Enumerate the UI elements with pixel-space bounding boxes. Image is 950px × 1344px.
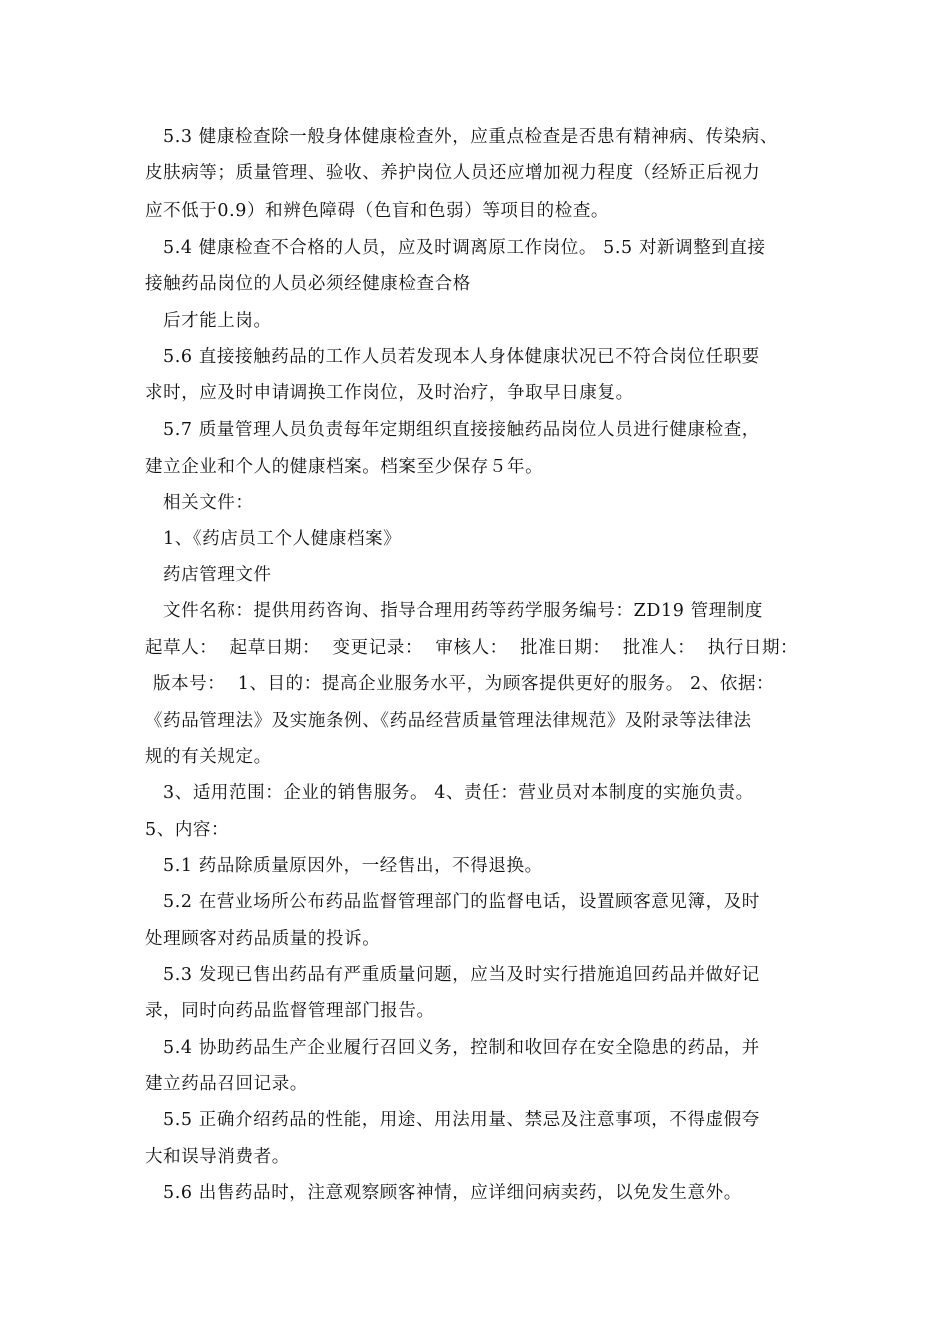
text-line: 应不低于0.9）和辨色障碍（色盲和色弱）等项目的检查。 xyxy=(145,201,610,221)
text-line: 5.4 健康检查不合格的人员，应及时调离原工作岗位。 5.5 对新调整到直接 xyxy=(163,238,766,258)
text-line: 1、《药店员工个人健康档案》 xyxy=(163,529,402,549)
text-line: 求时，应及时申请调换工作岗位，及时治疗，争取早日康复。 xyxy=(145,383,634,403)
text-line: 5.2 在营业场所公布药品监督管理部门的监督电话，设置顾客意见簿，及时 xyxy=(163,892,760,912)
text-line: 药店管理文件 xyxy=(163,565,272,585)
text-line: 起草人： 起草日期： 变更记录： 审核人： 批准日期： 批准人： 执行日期： xyxy=(145,638,799,658)
text-line: 《药品管理法》及实施条例、《药品经营质量管理法律规范》及附录等法律法 xyxy=(145,711,752,731)
text-line: 规的有关规定。 xyxy=(145,747,272,767)
text-line: 文件名称：提供用药咨询、指导合理用药等药学服务编号：ZD19 管理制度 xyxy=(163,601,764,621)
text-line: 5.7 质量管理人员负责每年定期组织直接接触药品岗位人员进行健康检查， xyxy=(163,420,760,440)
text-line: 5.1 药品除质量原因外，一经售出，不得退换。 xyxy=(163,856,543,876)
text-line: 建立企业和个人的健康档案。档案至少保存５年。 xyxy=(145,457,544,477)
text-line: 皮肤病等；质量管理、验收、养护岗位人员还应增加视力程度（经矫正后视力 xyxy=(145,163,761,183)
text-line: 版本号： 1、目的：提高企业服务水平，为顾客提供更好的服务。 2、依据： xyxy=(153,674,775,694)
text-line: 建立药品召回记录。 xyxy=(145,1074,308,1094)
text-line: 接触药品岗位的人员必须经健康检查合格 xyxy=(145,274,471,294)
text-line: 5.5 正确介绍药品的性能，用途、用法用量、禁忌及注意事项，不得虚假夸 xyxy=(163,1110,760,1130)
text-line: 5、内容： xyxy=(145,820,230,840)
text-line: 处理顾客对药品质量的投诉。 xyxy=(145,929,381,949)
text-line: 相关文件： xyxy=(163,493,254,513)
text-line: 5.6 直接接触药品的工作人员若发现本人身体健康状况已不符合岗位任职要 xyxy=(163,347,760,367)
text-line: 5.6 出售药品时，注意观察顾客神情，应详细问病卖药，以免发生意外。 xyxy=(163,1183,742,1203)
text-line: 大和误导消费者。 xyxy=(145,1147,290,1167)
text-line: 录，同时向药品监督管理部门报告。 xyxy=(145,1001,435,1021)
text-line: 5.4 协助药品生产企业履行召回义务，控制和收回存在安全隐患的药品，并 xyxy=(163,1038,760,1058)
text-line: 后才能上岗。 xyxy=(163,311,272,331)
text-line: 5.3 发现已售出药品有严重质量问题，应当及时实行措施追回药品并做好记 xyxy=(163,965,760,985)
text-line: 3、适用范围：企业的销售服务。 4、责任：营业员对本制度的实施负责。 xyxy=(163,783,754,803)
text-line: 5.3 健康检查除一般身体健康检查外，应重点检查是否患有精神病、传染病、 xyxy=(163,127,778,147)
